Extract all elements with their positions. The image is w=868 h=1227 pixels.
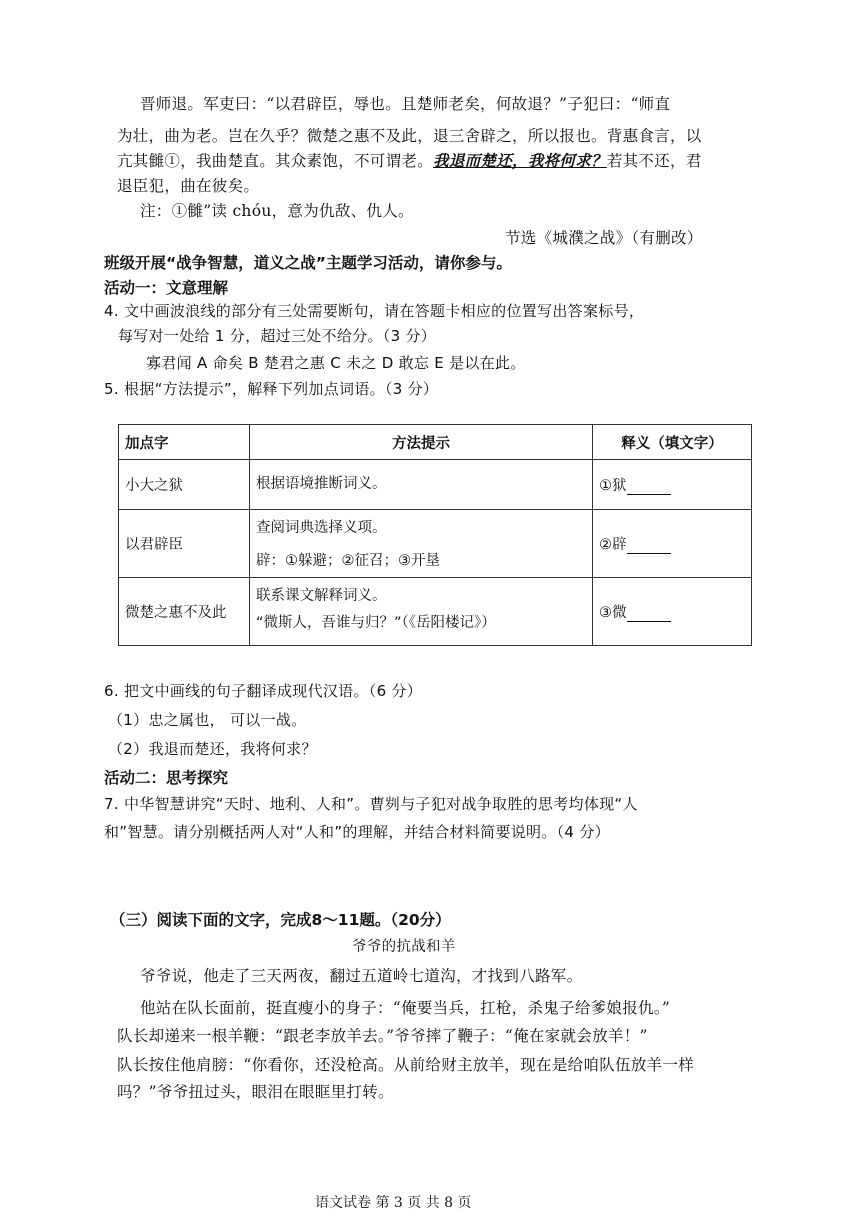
table-cell-word: 微楚之惠不及此 bbox=[119, 578, 250, 646]
table-cell-hint-1: 联系课文解释词义。 bbox=[256, 588, 387, 604]
table-cell-word: 小大之狱 bbox=[119, 460, 250, 510]
passage-line-1: 晋师退。军吏曰：“以君辟臣，辱也。且楚师老矣，何故退？”子犯曰：“师直 bbox=[140, 95, 671, 113]
passage-line-2: 为壮，曲为老。岂在久乎？微楚之惠不及此，退三舍辟之，所以报也。背惠食言，以 bbox=[117, 127, 702, 145]
vocab-table bbox=[118, 424, 752, 646]
q6-title: 6. 把文中画线的句子翻译成现代汉语。（6 分） bbox=[104, 682, 423, 700]
answer-blank[interactable] bbox=[627, 607, 671, 622]
story-para-1: 爷爷说，他走了三天两夜，翻过五道岭七道沟，才找到八路军。 bbox=[140, 967, 583, 985]
q4-line-1: 4. 文中画波浪线的部分有三处需要断句，请在答题卡相应的位置写出答案标号， bbox=[104, 302, 645, 320]
table-header-word: 加点字 bbox=[119, 425, 250, 460]
table-row bbox=[119, 460, 752, 510]
answer-label: ③微 bbox=[599, 605, 627, 621]
passage-line-4: 退臣犯，曲在彼矣。 bbox=[117, 177, 260, 195]
table-cell-hint-1: 根据语境推断词义。 bbox=[256, 476, 387, 492]
section-3-heading: （三）阅读下面的文字，完成8～11题。（20分） bbox=[110, 911, 451, 929]
table-cell-answer[interactable] bbox=[593, 578, 752, 646]
answer-blank[interactable] bbox=[627, 539, 671, 554]
q4-line-3: 寡君闻 A 命矣 B 楚君之惠 C 未之 D 敢忘 E 是以在此。 bbox=[146, 354, 526, 372]
passage-line-3-start: 亢其雠①，我曲楚直。其众素饱，不可谓老。 bbox=[117, 152, 434, 170]
q6-sentence-1: （1）忠之属也， 可以一战。 bbox=[108, 711, 307, 729]
answer-blank[interactable] bbox=[627, 480, 671, 495]
passage-note: 注：①雠”读 chóu，意为仇敌、仇人。 bbox=[140, 202, 414, 220]
activity-1-heading: 活动一：文意理解 bbox=[104, 279, 229, 297]
table-header-row bbox=[119, 425, 752, 460]
table-cell-hint bbox=[250, 460, 593, 510]
table-header-answer: 释义（填文字） bbox=[593, 425, 752, 460]
page-footer: 语文试卷 第 3 页 共 8 页 bbox=[315, 1195, 472, 1211]
table-cell-hint bbox=[250, 510, 593, 578]
table-cell-hint bbox=[250, 578, 593, 646]
table-cell-hint-1: 查阅词典选择义项。 bbox=[256, 520, 387, 536]
q5-title: 5. 根据“方法提示”，解释下列加点词语。（3 分） bbox=[104, 380, 439, 398]
underlined-sentence: 我退而楚还，我将何求？ bbox=[433, 151, 607, 170]
q6-sentence-2: （2）我退而楚还，我将何求？ bbox=[108, 740, 317, 758]
table-cell-word: 以君辟臣 bbox=[119, 510, 250, 578]
q7-line-1: 7. 中华智慧讲究“天时、地利、人和”。曹刿与子犯对战争取胜的思考均体现“人 bbox=[104, 795, 638, 813]
table-row bbox=[119, 578, 752, 646]
story-title: 爷爷的抗战和羊 bbox=[352, 939, 456, 955]
passage-line-3-tail: 若其不还，君 bbox=[606, 152, 702, 170]
table-cell-hint-2: “微斯人，吾谁与归？”（《岳阳楼记》） bbox=[256, 615, 496, 631]
story-para-2-line-4: 吗？”爷爷扭过头，眼泪在眼眶里打转。 bbox=[117, 1083, 394, 1101]
table-cell-answer[interactable] bbox=[593, 460, 752, 510]
table-cell-answer[interactable] bbox=[593, 510, 752, 578]
q4-line-2: 每写对一处给 1 分，超过三处不给分。（3 分） bbox=[118, 327, 437, 345]
story-para-2-line-2: 队长却递来一根羊鞭：“跟老李放羊去。”爷爷摔了鞭子：“俺在家就会放羊！” bbox=[117, 1027, 648, 1045]
activity-2-heading: 活动二：思考探究 bbox=[104, 769, 229, 787]
passage-line-3 bbox=[117, 149, 702, 171]
table-row bbox=[119, 510, 752, 578]
table-cell-hint-2: 辟：①躲避；②征召；③开垦 bbox=[256, 553, 440, 569]
activity-intro: 班级开展“战争智慧，道义之战”主题学习活动，请你参与。 bbox=[104, 254, 512, 272]
passage-source: 节选《城濮之战》（有删改） bbox=[505, 229, 703, 247]
story-para-2-line-1: 他站在队长面前，挺直瘦小的身子：“俺要当兵，扛枪，杀鬼子给爹娘报仇。” bbox=[140, 999, 671, 1017]
q7-line-2: 和”智慧。请分别概括两人对“人和”的理解，并结合材料简要说明。（4 分） bbox=[104, 823, 610, 841]
table-header-hint: 方法提示 bbox=[250, 425, 593, 460]
story-para-2-line-3: 队长按住他肩膀：“你看你，还没枪高。从前给财主放羊，现在是给咱队伍放羊一样 bbox=[117, 1056, 695, 1074]
answer-label: ①狱 bbox=[599, 478, 627, 494]
answer-label: ②辟 bbox=[599, 537, 627, 553]
